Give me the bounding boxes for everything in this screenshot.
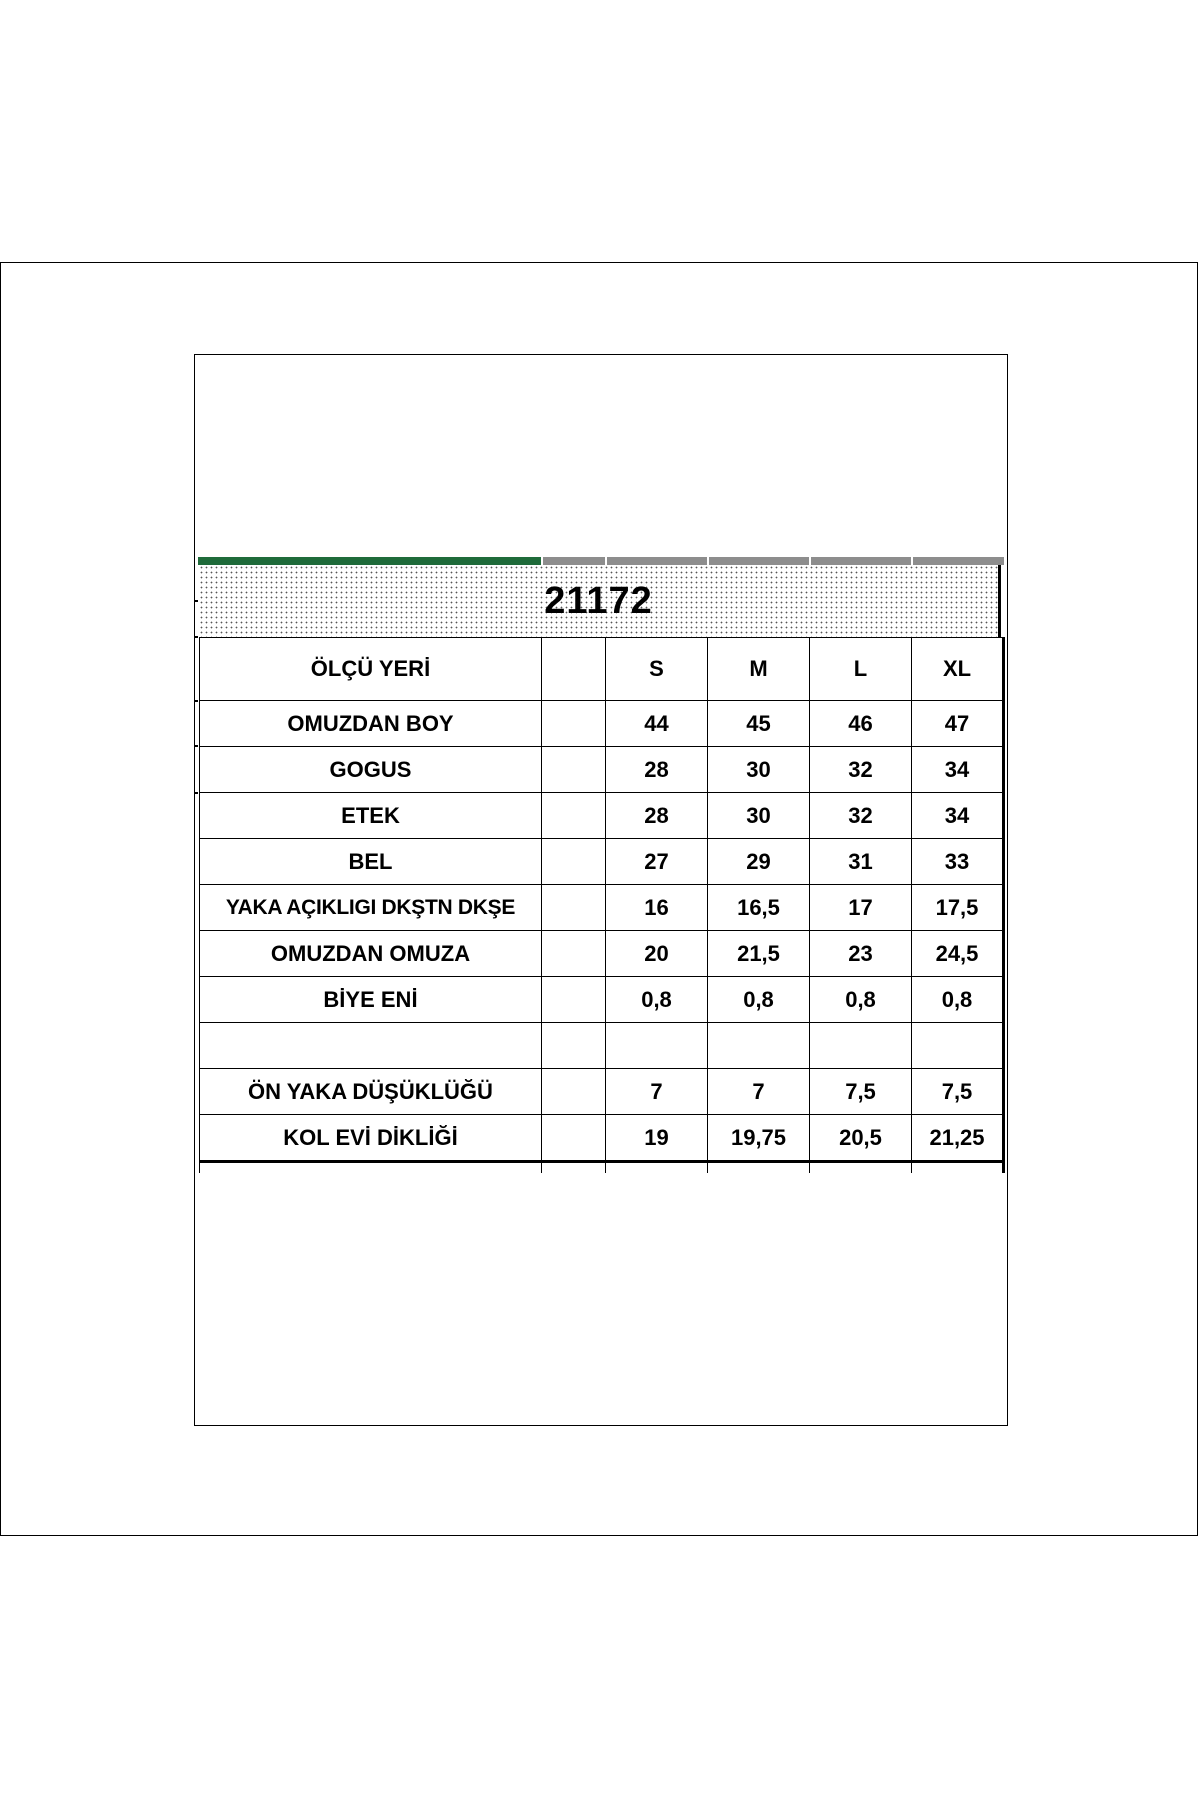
table-row	[200, 747, 1004, 793]
spreadsheet-column-header-strip	[198, 557, 1004, 565]
tail-cell	[810, 1162, 912, 1174]
header-size-xl: XL	[912, 638, 1004, 701]
tail-cell	[542, 1162, 606, 1174]
cell: 27	[606, 839, 708, 885]
cell: 45	[708, 701, 810, 747]
cell: 30	[708, 793, 810, 839]
header-size-s: S	[606, 638, 708, 701]
cell: 34	[912, 747, 1004, 793]
tail-cell	[606, 1162, 708, 1174]
table-row	[200, 839, 1004, 885]
row-label: ETEK	[200, 793, 542, 839]
row-label: OMUZDAN OMUZA	[200, 931, 542, 977]
size-chart-table	[199, 637, 1005, 1173]
tail-cell	[708, 1162, 810, 1174]
cell: 30	[708, 747, 810, 793]
row-label: OMUZDAN BOY	[200, 701, 542, 747]
cell	[542, 839, 606, 885]
table-row-empty	[200, 1023, 1004, 1069]
header-size-l: L	[810, 638, 912, 701]
cell	[542, 1023, 606, 1069]
cell: 34	[912, 793, 1004, 839]
cell	[542, 931, 606, 977]
cell	[542, 1069, 606, 1115]
row-label: ÖN YAKA DÜŞÜKLÜĞÜ	[200, 1069, 542, 1115]
table-row	[200, 1115, 1004, 1162]
row-label: GOGUS	[200, 747, 542, 793]
cell: 44	[606, 701, 708, 747]
cell: 0,8	[912, 977, 1004, 1023]
column-separator	[605, 557, 607, 565]
header-measurement-point: ÖLÇÜ YERİ	[200, 638, 542, 701]
cell: 28	[606, 747, 708, 793]
cell: 7,5	[912, 1069, 1004, 1115]
cell	[542, 977, 606, 1023]
row-tick	[194, 636, 198, 638]
column-separator	[541, 557, 543, 565]
header-blank	[542, 638, 606, 701]
row-label	[200, 1023, 542, 1069]
cell: 21,5	[708, 931, 810, 977]
cell: 7	[708, 1069, 810, 1115]
cell: 28	[606, 793, 708, 839]
model-code-cell	[199, 565, 1001, 637]
cell: 19,75	[708, 1115, 810, 1162]
row-label: BİYE ENİ	[200, 977, 542, 1023]
cell: 47	[912, 701, 1004, 747]
cell	[542, 747, 606, 793]
cell: 16,5	[708, 885, 810, 931]
row-tick	[194, 745, 198, 747]
cell: 17	[810, 885, 912, 931]
cell: 21,25	[912, 1115, 1004, 1162]
table-row	[200, 931, 1004, 977]
column-separator	[809, 557, 811, 565]
row-tick	[194, 700, 198, 702]
cell	[542, 1115, 606, 1162]
cell: 46	[810, 701, 912, 747]
cell	[542, 701, 606, 747]
cell	[542, 885, 606, 931]
cell: 17,5	[912, 885, 1004, 931]
cell: 16	[606, 885, 708, 931]
cell: 0,8	[606, 977, 708, 1023]
cell: 0,8	[708, 977, 810, 1023]
cell: 33	[912, 839, 1004, 885]
table-row	[200, 793, 1004, 839]
model-code: 21172	[544, 579, 653, 622]
cell: 31	[810, 839, 912, 885]
table-row	[200, 977, 1004, 1023]
column-separator	[707, 557, 709, 565]
table-row	[200, 701, 1004, 747]
row-label: YAKA AÇIKLIGI DKŞTN DKŞE	[200, 885, 542, 931]
selected-column-indicator	[198, 557, 541, 565]
cell: 23	[810, 931, 912, 977]
cell: 32	[810, 747, 912, 793]
header-size-m: M	[708, 638, 810, 701]
cell: 0,8	[810, 977, 912, 1023]
cell: 29	[708, 839, 810, 885]
cell: 24,5	[912, 931, 1004, 977]
table-row	[200, 885, 1004, 931]
cell: 7	[606, 1069, 708, 1115]
table-header-row	[200, 638, 1004, 701]
cell: 20,5	[810, 1115, 912, 1162]
row-label: BEL	[200, 839, 542, 885]
row-tick	[194, 792, 198, 794]
column-separator	[911, 557, 913, 565]
table-row	[200, 1069, 1004, 1115]
cell: 7,5	[810, 1069, 912, 1115]
cell	[708, 1023, 810, 1069]
row-label: KOL EVİ DİKLİĞİ	[200, 1115, 542, 1162]
cell: 20	[606, 931, 708, 977]
cell	[912, 1023, 1004, 1069]
cell: 19	[606, 1115, 708, 1162]
table-tail-row	[200, 1162, 1004, 1174]
cell	[606, 1023, 708, 1069]
tail-cell	[200, 1162, 542, 1174]
tail-cell	[912, 1162, 1004, 1174]
row-tick	[194, 600, 198, 602]
cell: 32	[810, 793, 912, 839]
cell	[810, 1023, 912, 1069]
cell	[542, 793, 606, 839]
